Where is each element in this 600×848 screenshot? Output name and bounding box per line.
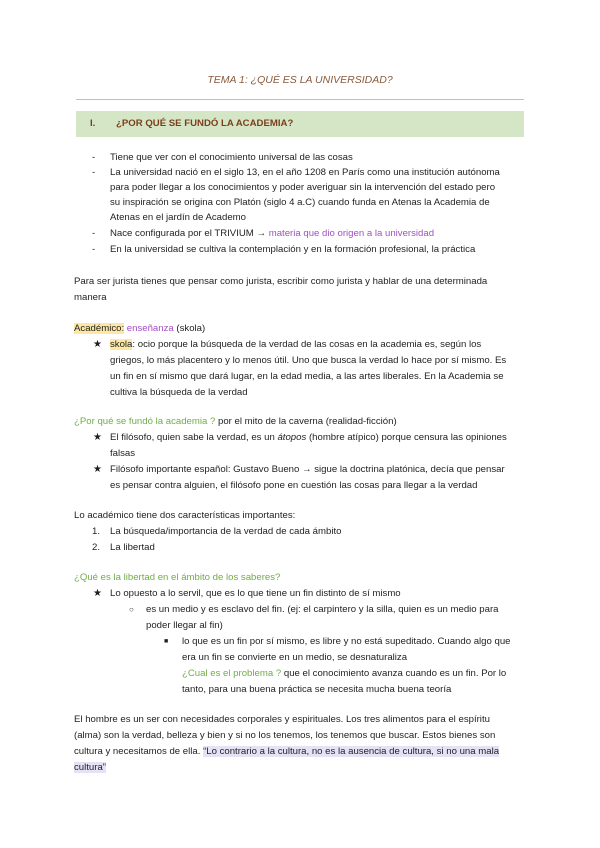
paragraph-line: [74, 745, 499, 759]
problem-continuation: tanto, para una buena práctica se necesita mucha buena teoría: [182, 684, 452, 695]
libertad-question: ¿Qué es la libertad en el ámbito de los saberes?: [74, 572, 281, 583]
star-bullet: ★: [93, 588, 102, 599]
feature-text: La libertad: [110, 542, 155, 553]
dash-bullet: -: [92, 244, 96, 255]
atopos-term: átopos: [277, 432, 307, 443]
why-item-text: (hombre atípico) porque censura las opiniones: [306, 432, 507, 443]
section-title: ¿POR QUÉ SE FUNDÓ LA ACADEMIA?: [116, 118, 294, 129]
section-number: I.: [90, 118, 96, 129]
skola-line: [110, 338, 481, 352]
libertad-item: Lo opuesto a lo servil, que es lo que tiene un fin distinto de sí mismo: [110, 588, 401, 599]
skola-definition: : ocio porque la búsqueda de la verdad de las cosas en la academia es, según los: [132, 339, 482, 350]
problem-question: ¿Cual es el problema ?: [182, 668, 282, 679]
why-question: ¿Por qué se fundó la academia ?: [74, 416, 216, 427]
skola-continuation: un fin en sí mismo que dará lugar, en la edad media, a las artes liberales. En la Academia se: [110, 371, 504, 382]
dash-bullet: -: [92, 152, 96, 163]
section-heading: [76, 111, 524, 137]
dash-bullet: -: [92, 228, 96, 239]
square-bullet: ■: [164, 638, 169, 645]
culture-quote-end: cultura”: [74, 762, 106, 773]
paragraph-line: manera: [74, 292, 107, 303]
skola-continuation: griegos, lo más placentero y lo menos útil. Uno que busca la verdad lo hace por sí mismo. Es: [110, 355, 507, 366]
problem-answer: que el conocimiento avanza cuando es un fin. Por lo: [281, 668, 507, 679]
libertad-subsubitem-continuation: era un fin se convierte en un medio, se desnaturaliza: [182, 652, 408, 663]
list-item: La universidad nació en el siglo 13, en el año 1208 en París como una institución autónoma: [110, 167, 500, 178]
features-intro: Lo académico tiene dos características importantes:: [74, 510, 296, 521]
ensenanza-term: enseñanza: [124, 323, 174, 334]
why-item-continuation: falsas: [110, 448, 136, 459]
academico-label: Académico:: [74, 323, 125, 334]
why-answer: por el mito de la caverna (realidad-ficción): [215, 416, 397, 427]
why-item-continuation: es pensar contra alguien, el filósofo pone en cuestión las cosas para llegar a la verdad: [110, 480, 478, 491]
why-item: [110, 431, 507, 445]
paragraph-text: cultura y necesitamos de ella.: [74, 746, 204, 757]
title-divider: [76, 99, 524, 100]
paragraph-line: El hombre es un ser con necesidades corporales y espirituales. Los tres alimentos para el espíritu: [74, 714, 490, 725]
circle-bullet: ○: [129, 605, 134, 614]
feature-number: 1.: [92, 526, 101, 537]
paragraph-line: Para ser jurista tienes que pensar como jurista, escribir como jurista y hablar de una determinada: [74, 276, 488, 287]
why-item: Filósofo importante español: Gustavo Bueno → sigue la doctrina platónica, decía que pensar: [110, 464, 505, 475]
skola-term: skola: [110, 339, 133, 350]
feature-text: La búsqueda/importancia de la verdad de cada ámbito: [110, 526, 342, 537]
trivium-text: Nace configurada por el TRIVIUM →: [110, 228, 269, 239]
why-line: [74, 415, 397, 429]
academico-line: [74, 322, 205, 336]
libertad-subsubitem: lo que es un fin por sí mismo, es libre y no está supeditado. Cuando algo que: [182, 636, 511, 647]
why-item-text: El filósofo, quien sabe la verdad, es un: [110, 432, 278, 443]
page-title: TEMA 1: ¿QUÉ ES LA UNIVERSIDAD?: [207, 74, 393, 86]
list-item-continuation: para poder llegar a los conocimientos y poder averiguar sin la intervención del estado pero: [110, 182, 496, 193]
star-bullet: ★: [93, 339, 102, 350]
paragraph-line: (alma) son la verdad, belleza y bien y si no los tenemos, los tenemos que buscar. Estos bienes son: [74, 730, 496, 741]
trivium-highlight: materia que dio origen a la universidad: [268, 228, 435, 239]
list-item: Tiene que ver con el conocimiento universal de las cosas: [110, 152, 353, 163]
feature-number: 2.: [92, 542, 101, 553]
paragraph-line: [74, 761, 106, 775]
problem-line: [182, 667, 506, 681]
list-item-continuation: Atenas en el jardín de Academo: [110, 212, 247, 223]
skola-continuation: cultiva la búsqueda de la verdad: [110, 387, 248, 398]
list-item-continuation: su inspiración se origina con Platón (siglo 4 a.C) cuando funda en Atenas la Academia de: [110, 197, 490, 208]
list-item: En la universidad se cultiva la contemplación y en la formación profesional, la práctica: [110, 244, 476, 255]
skola-note: (skola): [173, 323, 206, 334]
libertad-subitem: es un medio y es esclavo del fin. (ej: el carpintero y la silla, quien es un medio para: [146, 604, 499, 615]
list-item: [110, 227, 434, 241]
libertad-subitem-continuation: poder llegar al fin): [146, 620, 223, 631]
culture-quote: “Lo contrario a la cultura, no es la ausencia de cultura, si no una mala: [203, 746, 500, 757]
star-bullet: ★: [93, 464, 102, 475]
star-bullet: ★: [93, 432, 102, 443]
dash-bullet: -: [92, 167, 96, 178]
